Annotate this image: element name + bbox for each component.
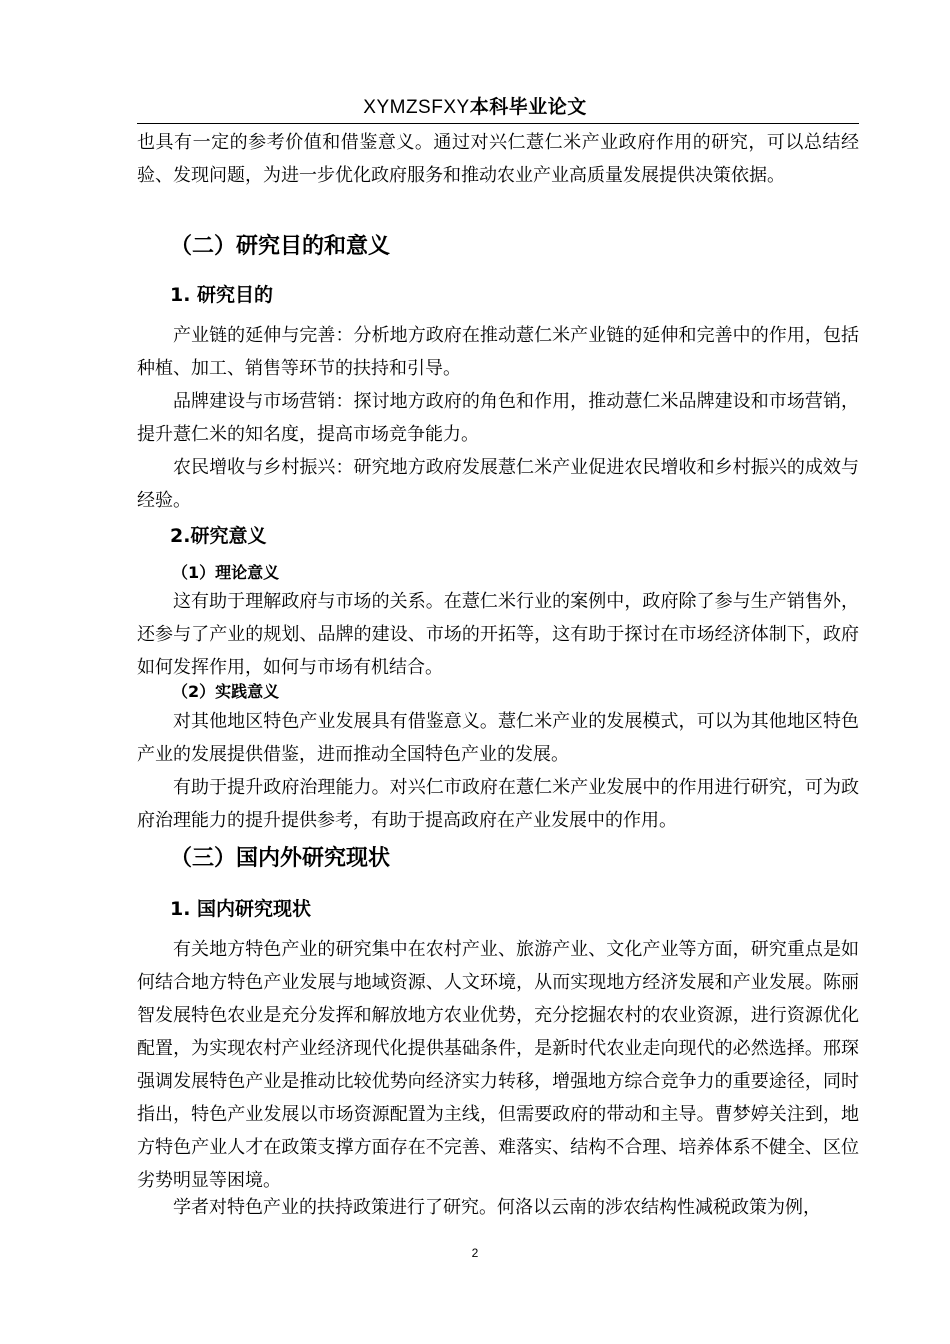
paragraph-intro-continuation: 也具有一定的参考价值和借鉴意义。通过对兴仁薏仁米产业政府作用的研究，可以总结经验、发现问题，为进一步优化政府服务和推动农业产业高质量发展提供决策依据。: [137, 132, 859, 186]
paragraph-practice-2: 有助于提升政府治理能力。对兴仁市政府在薏仁米产业发展中的作用进行研究，可为政府治理能力的提升提供参考，有助于提高政府在产业发展中的作用。: [137, 777, 859, 831]
header-title: 本科毕业论文: [469, 96, 587, 118]
subheading-practice-significance: （2）实践意义: [172, 682, 280, 701]
paragraph-purpose-2: 品牌建设与市场营销：探讨地方政府的角色和作用，推动薏仁米品牌建设和市场营销，提升薏仁米的知名度，提高市场竞争能力。: [137, 391, 859, 445]
paragraph-purpose-1: 产业链的延伸与完善：分析地方政府在推动薏仁米产业链的延伸和完善中的作用，包括种植、加工、销售等环节的扶持和引导。: [137, 325, 859, 379]
paragraph-purpose-3: 农民增收与乡村振兴：研究地方政府发展薏仁米产业促进农民增收和乡村振兴的成效与经验。: [137, 457, 859, 511]
header-divider: [137, 123, 859, 124]
subheading-domestic-research: 1. 国内研究现状: [170, 898, 312, 920]
page-header: [0, 92, 950, 119]
paragraph-domestic-2: 学者对特色产业的扶持政策进行了研究。何洛以云南的涉农结构性减税政策为例，: [173, 1197, 821, 1218]
paragraph-practice-1: 对其他地区特色产业发展具有借鉴意义。薏仁米产业的发展模式，可以为其他地区特色产业的发展提供借鉴，进而推动全国特色产业的发展。: [137, 711, 859, 765]
paragraph-theory-1: 这有助于理解政府与市场的关系。在薏仁米行业的案例中，政府除了参与生产销售外，还参与了产业的规划、品牌的建设、市场的开拓等，这有助于探讨在市场经济体制下，政府如何发挥作用，如何与市场有机结合。: [137, 591, 859, 678]
section-heading-3: （三）国内外研究现状: [170, 846, 391, 871]
header-prefix: XYMZSFXY: [363, 97, 470, 118]
subheading-research-significance: 2.研究意义: [170, 525, 267, 547]
subheading-research-purpose: 1. 研究目的: [170, 284, 274, 306]
page-number: 2: [471, 1246, 479, 1260]
subheading-theory-significance: （1）理论意义: [172, 563, 280, 582]
section-heading-2: （二）研究目的和意义: [170, 234, 391, 259]
paragraph-domestic-1: 有关地方特色产业的研究集中在农村产业、旅游产业、文化产业等方面，研究重点是如何结合地方特色产业发展与地域资源、人文环境，从而实现地方经济发展和产业发展。陈丽智发展特色农业是充分发挥和解放地方农业优势，充分挖掘农村的农业资源，进行资源优化配置，为实现农村产业经济现代化提供基础条件，是新时代农业走向现代的必然选择。邢琛强调发展特色产业是推动比较优势向经济实力转移，增强地方综合竞争力的重要途径，同时指出，特色产业发展以市场资源配置为主线，但需要政府的带动和主导。曹梦婷关注到，地方特色产业人才在政策支撑方面存在不完善、难落实、结构不合理、培养体系不健全、区位劣势明显等困境。: [137, 939, 859, 1191]
